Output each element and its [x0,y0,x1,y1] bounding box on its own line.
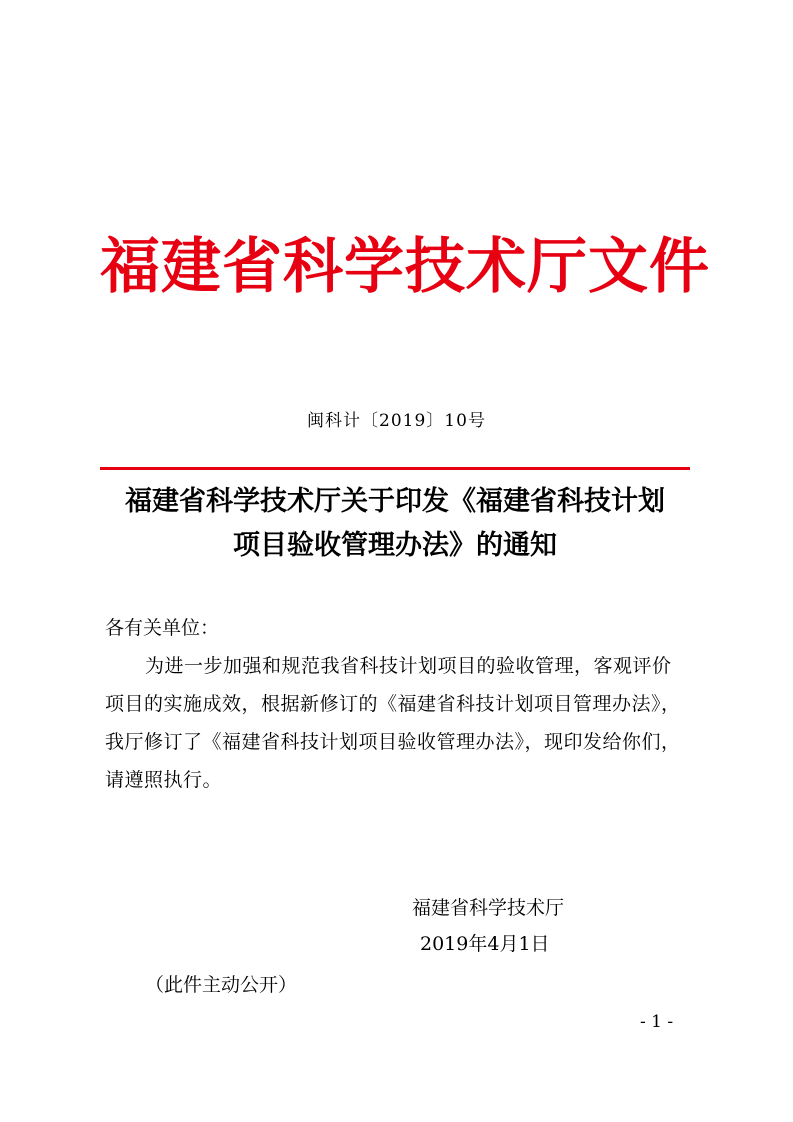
document-header-title: 福建省科学技术厅文件 [100,232,710,302]
notice-title-line-1: 福建省科学技术厅关于印发《福建省科技计划 [125,486,665,517]
red-divider-line [100,467,690,470]
disclosure-note: （此件主动公开） [145,974,298,996]
issuer-signature: 福建省科学技术厅 [412,897,565,919]
body-paragraph: 为进一步加强和规范我省科技计划项目的验收管理，客观评价项目的实施成效，根据新修订的《福建省科技计划项目管理办法》，我厅修订了《福建省科技计划项目验收管理办法》，现印发给你们，请遵照执行。 [105,655,681,791]
document-number: 闽科计〔2019〕10号 [307,411,486,431]
notice-title [100,480,690,568]
notice-body [105,609,690,799]
notice-title-line-2: 项目验收管理办法》的通知 [233,530,557,561]
salutation: 各有关单位： [105,617,220,639]
issue-date: 2019年4月1日 [420,933,550,955]
page-number: - 1 - [640,1012,674,1032]
